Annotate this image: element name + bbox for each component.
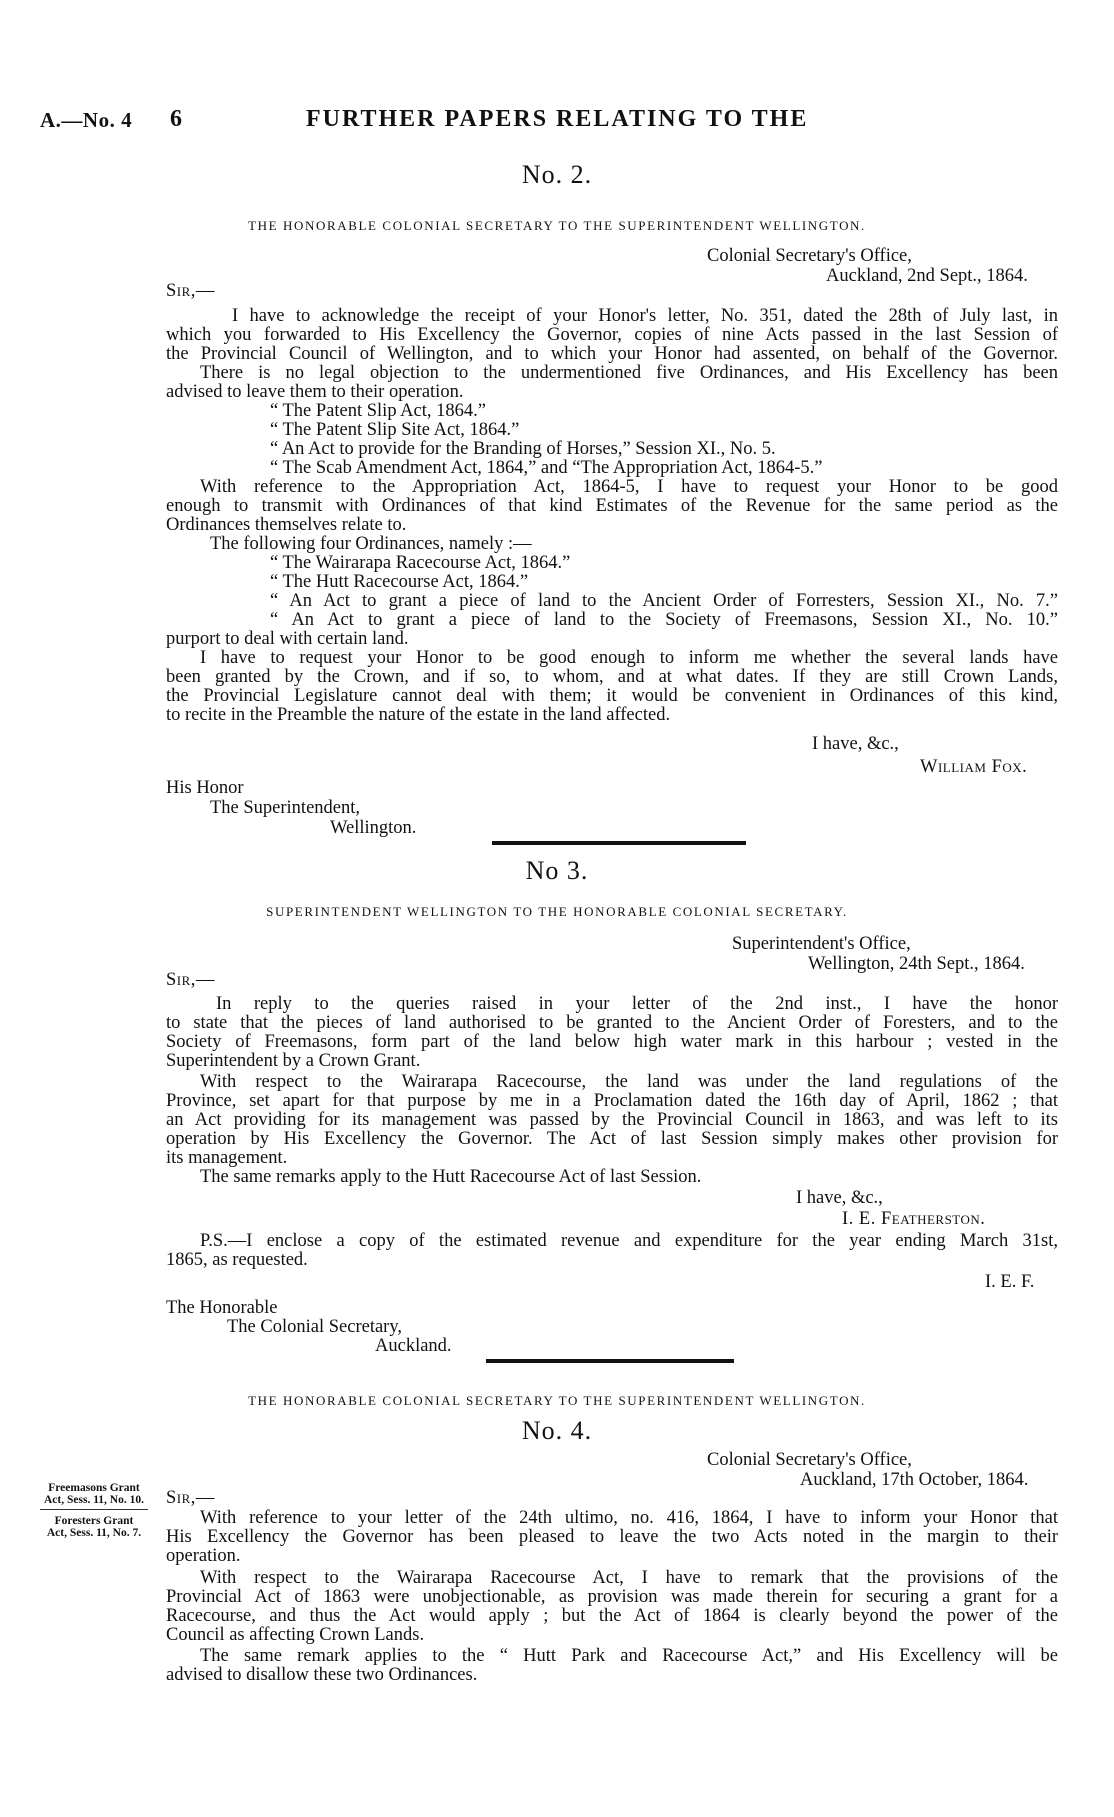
letter-4-line: The same remark applies to the “ Hutt Park and Racecourse Act,” and His Excellency will be — [200, 1646, 1058, 1666]
letter-2-line: purport to deal with certain land. — [166, 629, 409, 649]
letter-3-line: operation by His Excellency the Governor. The Act of last Session simply makes other provision for — [166, 1129, 1058, 1149]
letter-3-address-line-1: Superintendent's Office, — [732, 934, 911, 954]
letter-2-line: I have to request your Honor to be good enough to inform me whether the several lands have — [200, 648, 1058, 668]
letter-2-salutation: Sir,— — [166, 281, 215, 301]
letter-3-postscript-line: 1865, as requested. — [166, 1250, 308, 1270]
letter-2-line: to recite in the Preamble the nature of the estate in the land affected. — [166, 705, 671, 725]
letter-3-postscript-line: P.S.—I enclose a copy of the estimated revenue and expenditure for the year ending March 31st, — [200, 1231, 1058, 1251]
letter-3-address-line-2: Wellington, 24th Sept., 1864. — [808, 954, 1025, 974]
letter-2-line: “ An Act to grant a piece of land to the Society of Freemasons, Session XI., No. 10.” — [270, 610, 1058, 630]
letter-2-line: which you forwarded to His Excellency the Governor, copies of nine Acts passed in the last Session of — [166, 325, 1058, 345]
letter-2-line: been granted by the Crown, and if so, to whom, and at what dates. If they are still Crown Lands, — [166, 667, 1058, 687]
letter-3-postscript-initials: I. E. F. — [985, 1272, 1035, 1292]
letter-2-closing: I have, &c., — [812, 734, 899, 754]
letter-3-line: an Act providing for its management was passed by the Provincial Council in 1863, and was left to its — [166, 1110, 1058, 1130]
letter-3-number: No 3. — [525, 856, 589, 885]
letter-4-line: Racecourse, and thus the Act would apply ; but the Act of 1864 is clearly beyond the power of the — [166, 1606, 1058, 1626]
page-title: FURTHER PAPERS RELATING TO THE — [306, 106, 809, 132]
letter-2-address-line-2: Auckland, 2nd Sept., 1864. — [826, 266, 1028, 286]
letter-2-line: With reference to the Appropriation Act, 1864-5, I have to request your Honor to be good — [200, 477, 1058, 497]
letter-3-line: Society of Freemasons, form part of the land below high water mark in this harbour ; vested in the — [166, 1032, 1058, 1052]
letter-2-line: the Provincial Legislature cannot deal with them; it would be convenient in Ordinances of this kind, — [166, 686, 1058, 706]
letter-4-line: His Excellency the Governor has been pleased to leave the two Acts noted in the margin to their — [166, 1527, 1058, 1547]
letter-4-caption: THE HONORABLE COLONIAL SECRETARY TO THE SUPERINTENDENT WELLINGTON. — [248, 1393, 866, 1408]
letter-2-line: The following four Ordinances, namely :— — [210, 534, 532, 554]
letter-2-line: “ The Patent Slip Act, 1864.” — [270, 401, 486, 421]
letter-4-address-line-1: Colonial Secretary's Office, — [707, 1450, 912, 1470]
letter-2-line: enough to transmit with Ordinances of that kind Estimates of the Revenue for the same period as the — [166, 496, 1058, 516]
letter-2-line: Ordinances themselves relate to. — [166, 515, 407, 535]
letter-4-number: No. 4. — [521, 1416, 593, 1445]
letter-4-line: With respect to the Wairarapa Racecourse Act, I have to remark that the provisions of the — [200, 1568, 1058, 1588]
letter-2-line: I have to acknowledge the receipt of your Honor's letter, No. 351, dated the 28th of July last, in — [232, 306, 1058, 326]
letter-2-recipient-line-3: Wellington. — [330, 818, 417, 838]
letter-4-line: advised to disallow these two Ordinances. — [166, 1665, 478, 1685]
letter-3-line: With respect to the Wairarapa Racecourse, the land was under the land regulations of the — [200, 1072, 1058, 1092]
section-divider — [486, 1359, 734, 1363]
letter-2-caption: THE HONORABLE COLONIAL SECRETARY TO THE SUPERINTENDENT WELLINGTON. — [248, 218, 866, 233]
letter-2-line: “ The Scab Amendment Act, 1864,” and “The Appropriation Act, 1864-5.” — [270, 458, 823, 478]
letter-2-line: “ The Patent Slip Site Act, 1864.” — [270, 420, 520, 440]
section-divider — [492, 841, 746, 845]
letter-2-recipient-line-2: The Superintendent, — [210, 798, 361, 818]
letter-2-line: the Provincial Council of Wellington, and to which your Honor had assented, on behalf of the Governor. — [166, 344, 1058, 364]
letter-2-signature: William Fox. — [920, 757, 1028, 777]
margin-note-freemasons: Freemasons Grant Act, Sess. 11, No. 10. — [44, 1482, 144, 1506]
letter-3-line: In reply to the queries raised in your letter of the 2nd inst., I have the honor — [216, 994, 1058, 1014]
letter-3-signature: I. E. Featherston. — [842, 1209, 986, 1229]
margin-note-foresters: Foresters Grant Act, Sess. 11, No. 7. — [46, 1515, 142, 1539]
margin-note-divider — [40, 1509, 148, 1510]
letter-3-line: to state that the pieces of land authorised to be granted to the Ancient Order of Foresters, and to the — [166, 1013, 1058, 1033]
letter-2-number: No. 2. — [521, 160, 593, 189]
letter-4-line: Provincial Act of 1863 were unobjectionable, as provision was made therein for securing a grant for a — [166, 1587, 1058, 1607]
letter-3-line: Province, set apart for that purpose by me in a Proclamation dated the 16th day of April, 1862 ; that — [166, 1091, 1058, 1111]
letter-2-recipient-line-1: His Honor — [166, 778, 244, 798]
letter-2-line: “ The Hutt Racecourse Act, 1864.” — [270, 572, 529, 592]
page-number: 6 — [170, 106, 183, 132]
letter-2-address-line-1: Colonial Secretary's Office, — [707, 246, 912, 266]
letter-3-salutation: Sir,— — [166, 970, 215, 990]
letter-4-line: With reference to your letter of the 24th ultimo, no. 416, 1864, I have to inform your Honor that — [200, 1508, 1058, 1528]
letter-4-line: operation. — [166, 1546, 241, 1566]
letter-2-line: “ An Act to provide for the Branding of Horses,” Session XI., No. 5. — [270, 439, 776, 459]
letter-3-line: its management. — [166, 1148, 288, 1168]
document-reference: A.—No. 4 — [40, 108, 133, 132]
letter-3-caption: SUPERINTENDENT WELLINGTON TO THE HONORABLE COLONIAL SECRETARY. — [266, 904, 848, 919]
letter-3-closing: I have, &c., — [796, 1188, 883, 1208]
letter-3-line: Superintendent by a Crown Grant. — [166, 1051, 421, 1071]
letter-4-address-line-2: Auckland, 17th October, 1864. — [800, 1470, 1029, 1490]
letter-4-salutation: Sir,— — [166, 1488, 215, 1508]
letter-3-recipient-line-2: The Colonial Secretary, — [227, 1317, 403, 1337]
letter-2-line: “ The Wairarapa Racecourse Act, 1864.” — [270, 553, 571, 573]
letter-3-recipient-line-3: Auckland. — [375, 1336, 452, 1356]
letter-3-recipient-line-1: The Honorable — [166, 1298, 278, 1318]
letter-3-line: The same remarks apply to the Hutt Racecourse Act of last Session. — [200, 1167, 702, 1187]
letter-4-line: Council as affecting Crown Lands. — [166, 1625, 425, 1645]
letter-2-line: “ An Act to grant a piece of land to the Ancient Order of Forresters, Session XI., No. 7.” — [270, 591, 1058, 611]
letter-2-line: advised to leave them to their operation. — [166, 382, 464, 402]
letter-2-line: There is no legal objection to the undermentioned five Ordinances, and His Excellency has been — [200, 363, 1058, 383]
